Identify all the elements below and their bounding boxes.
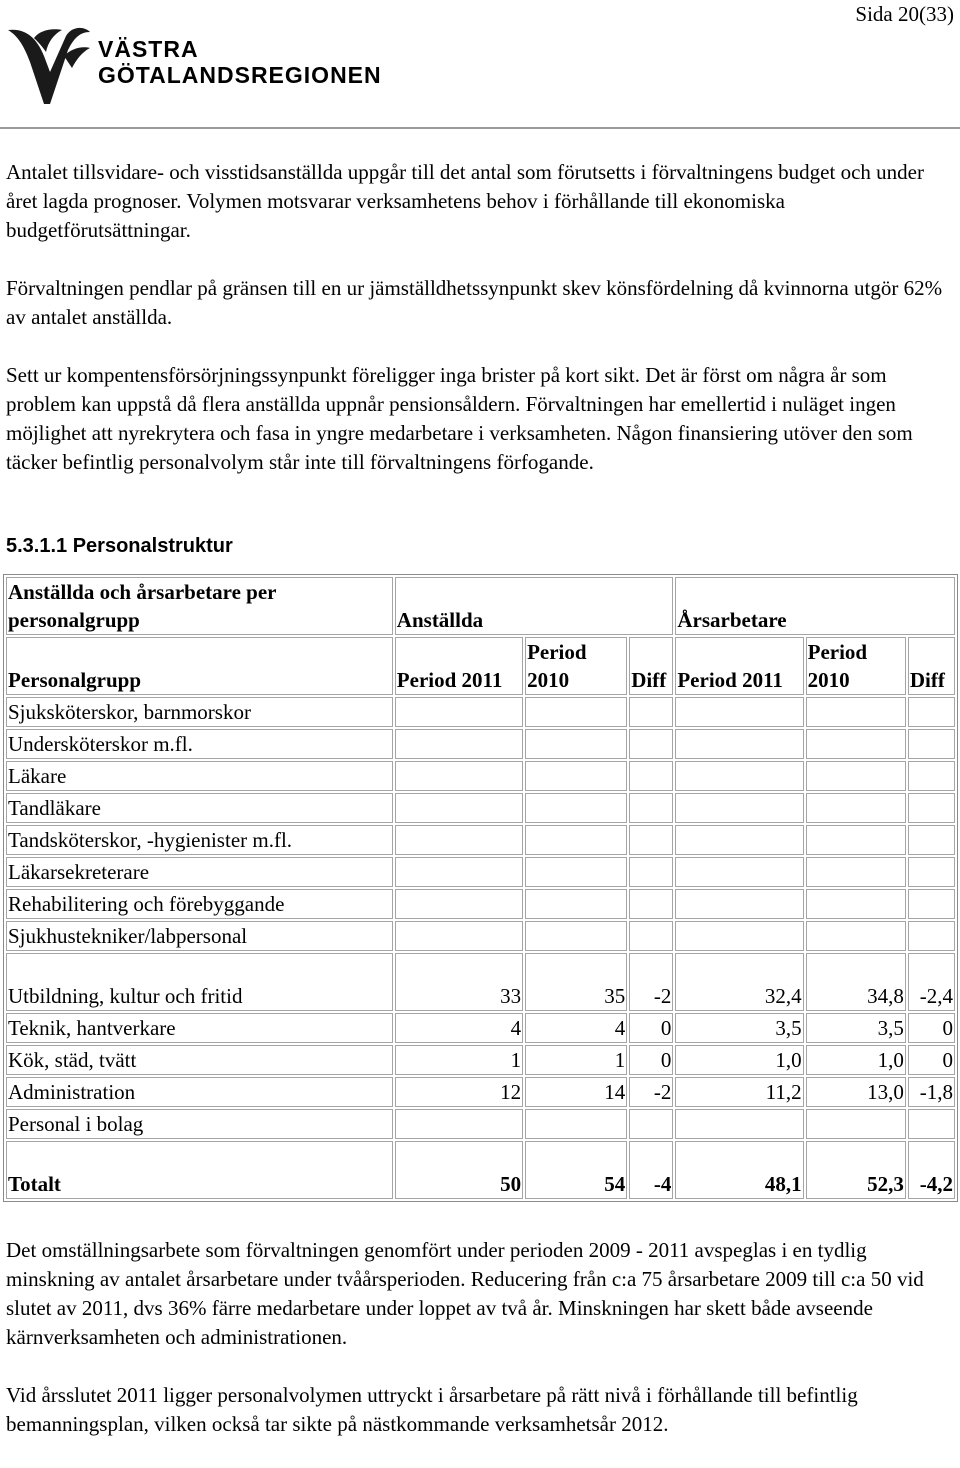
total-label: Totalt [6, 1141, 393, 1199]
cell-anstallda-diff [629, 921, 673, 951]
row-label: Sjuksköterskor, barnmorskor [6, 697, 393, 727]
cell-anstallda-2011 [395, 729, 523, 759]
cell-anstallda-2010: 35 [525, 953, 627, 1011]
cell-anstallda-diff [629, 761, 673, 791]
total-arsarbetare-2010: 52,3 [806, 1141, 906, 1199]
row-label: Kök, städ, tvätt [6, 1045, 393, 1075]
cell-arsarbetare-2010 [806, 697, 906, 727]
cell-arsarbetare-2011 [675, 857, 803, 887]
cell-arsarbetare-2011 [675, 793, 803, 823]
header-divider [0, 127, 960, 129]
cell-anstallda-diff [629, 825, 673, 855]
header-diff-arsarbetare: Diff [908, 637, 955, 695]
cell-anstallda-2010 [525, 825, 627, 855]
table-row [6, 889, 955, 919]
cell-anstallda-2011 [395, 825, 523, 855]
cell-arsarbetare-diff [908, 761, 955, 791]
table-row [6, 953, 955, 1011]
cell-anstallda-2011 [395, 857, 523, 887]
cell-anstallda-2010 [525, 889, 627, 919]
cell-arsarbetare-2010 [806, 729, 906, 759]
total-anstallda-diff: -4 [629, 1141, 673, 1199]
cell-arsarbetare-2011: 3,5 [675, 1013, 803, 1043]
cell-anstallda-diff [629, 729, 673, 759]
cell-anstallda-2011: 1 [395, 1045, 523, 1075]
cell-anstallda-diff: 0 [629, 1045, 673, 1075]
section-title: 5.3.1.1 Personalstruktur [6, 535, 233, 557]
cell-anstallda-diff [629, 857, 673, 887]
row-label: Teknik, hantverkare [6, 1013, 393, 1043]
cell-anstallda-2010: 4 [525, 1013, 627, 1043]
vgr-logo [6, 26, 386, 106]
cell-arsarbetare-2010 [806, 857, 906, 887]
header-period-2010: Period 2010 [525, 637, 627, 695]
cell-anstallda-2011: 33 [395, 953, 523, 1011]
cell-anstallda-2010 [525, 1109, 627, 1139]
cell-arsarbetare-2010 [806, 889, 906, 919]
cell-anstallda-2011: 12 [395, 1077, 523, 1107]
cell-anstallda-diff [629, 889, 673, 919]
cell-anstallda-2010 [525, 857, 627, 887]
cell-anstallda-diff [629, 1109, 673, 1139]
table-row [6, 697, 955, 727]
paragraph: Vid årsslutet 2011 ligger personalvolymen uttryckt i årsarbetare på rätt nivå i förhållande till befintlig bemanningsplan, vilken också tar sikte på nästkommande verksamhetsår 2012. [6, 1383, 858, 1436]
header-group-label: Anställda och årsarbetare per personalgrupp [6, 577, 393, 635]
cell-anstallda-diff [629, 697, 673, 727]
row-label: Utbildning, kultur och fritid [6, 953, 393, 1011]
cell-anstallda-2011 [395, 1109, 523, 1139]
cell-arsarbetare-diff [908, 825, 955, 855]
table-row [6, 857, 955, 887]
table-row [6, 729, 955, 759]
header-anstallda: Anställda [395, 577, 674, 635]
cell-anstallda-2011 [395, 889, 523, 919]
cell-arsarbetare-2010: 13,0 [806, 1077, 906, 1107]
header-period-2011: Period 2011 [395, 637, 523, 695]
total-anstallda-2010: 54 [525, 1141, 627, 1199]
cell-arsarbetare-diff: -2,4 [908, 953, 955, 1011]
table-row [6, 761, 955, 791]
cell-arsarbetare-2010 [806, 793, 906, 823]
cell-anstallda-2011: 4 [395, 1013, 523, 1043]
logo-line-2: GÖTALANDSREGIONEN [98, 62, 382, 88]
cell-arsarbetare-diff [908, 889, 955, 919]
cell-anstallda-diff: -2 [629, 1077, 673, 1107]
header-period-2010-arsarbetare: Period 2010 [806, 637, 906, 695]
total-arsarbetare-diff: -4,2 [908, 1141, 955, 1199]
cell-arsarbetare-diff [908, 697, 955, 727]
row-label: Läkarsekreterare [6, 857, 393, 887]
vgr-logo-mark-icon [6, 26, 92, 106]
cell-arsarbetare-diff [908, 793, 955, 823]
total-arsarbetare-2011: 48,1 [675, 1141, 803, 1199]
cell-arsarbetare-2011 [675, 697, 803, 727]
row-label: Undersköterskor m.fl. [6, 729, 393, 759]
cell-anstallda-2010 [525, 761, 627, 791]
cell-anstallda-2011 [395, 761, 523, 791]
cell-anstallda-diff [629, 793, 673, 823]
cell-arsarbetare-2011 [675, 825, 803, 855]
cell-arsarbetare-diff: -1,8 [908, 1077, 955, 1107]
header-personalgrupp: Personalgrupp [6, 637, 393, 695]
cell-arsarbetare-2011 [675, 729, 803, 759]
table-row [6, 1109, 955, 1139]
cell-anstallda-2010 [525, 729, 627, 759]
cell-anstallda-diff: -2 [629, 953, 673, 1011]
row-label: Sjukhustekniker/labpersonal [6, 921, 393, 951]
cell-anstallda-2011 [395, 921, 523, 951]
cell-arsarbetare-2011: 32,4 [675, 953, 803, 1011]
cell-arsarbetare-2010 [806, 921, 906, 951]
header-diff: Diff [629, 637, 673, 695]
paragraph: Antalet tillsvidare- och visstidsanställda uppgår till det antal som förutsetts i förvaltningens budget och under året lagda prognoser. Volymen motsvarar verksamhetens behov i förhållande till ekonomiska budgetförutsättningar. [6, 160, 924, 242]
row-label: Administration [6, 1077, 393, 1107]
row-label: Tandläkare [6, 793, 393, 823]
table-row [6, 921, 955, 951]
intro-text [6, 158, 954, 506]
cell-arsarbetare-diff [908, 1109, 955, 1139]
cell-arsarbetare-2010 [806, 825, 906, 855]
cell-anstallda-diff: 0 [629, 1013, 673, 1043]
header-period-2011-arsarbetare: Period 2011 [675, 637, 803, 695]
cell-arsarbetare-diff [908, 729, 955, 759]
table-row [6, 825, 955, 855]
total-anstallda-2011: 50 [395, 1141, 523, 1199]
cell-arsarbetare-diff: 0 [908, 1013, 955, 1043]
cell-arsarbetare-2011: 11,2 [675, 1077, 803, 1107]
cell-arsarbetare-2010: 1,0 [806, 1045, 906, 1075]
row-label: Personal i bolag [6, 1109, 393, 1139]
cell-anstallda-2010: 1 [525, 1045, 627, 1075]
table-row [6, 1077, 955, 1107]
cell-arsarbetare-2010: 34,8 [806, 953, 906, 1011]
cell-arsarbetare-2010 [806, 761, 906, 791]
table-row [6, 793, 955, 823]
paragraph: Det omställningsarbete som förvaltningen genomfört under perioden 2009 - 2011 avspeglas i en tydlig minskning av antalet årsarbetare under tvåårsperioden. Reducering från c:a 75 årsarbetare 2009 till c:a 50 vid slutet av 2011, dvs 36% färre medarbetare under loppet av två år. Minskningen har skett både avseende kärnverksamheten och administrationen. [6, 1238, 924, 1349]
cell-arsarbetare-2011 [675, 889, 803, 919]
conclusion-text [6, 1236, 954, 1468]
row-label: Tandsköterskor, -hygienister m.fl. [6, 825, 393, 855]
table-row [6, 1045, 955, 1075]
cell-anstallda-2010 [525, 697, 627, 727]
cell-arsarbetare-2010 [806, 1109, 906, 1139]
table-total-row [6, 1141, 955, 1199]
cell-arsarbetare-diff: 0 [908, 1045, 955, 1075]
header-arsarbetare: Årsarbetare [675, 577, 955, 635]
cell-arsarbetare-diff [908, 857, 955, 887]
paragraph: Förvaltningen pendlar på gränsen till en ur jämställdhetssynpunkt skev könsfördelning då kvinnorna utgör 62% av antalet anställda. [6, 276, 943, 329]
paragraph: Sett ur kompentensförsörjningssynpunkt föreligger inga brister på kort sikt. Det är först om några år som problem kan uppstå då flera anställda uppnår pensionsåldern. Förvaltningen har emellertid i nuläget ingen möjlighet att nyrekrytera och fasa in yngre medarbetare i verksamheten. Någon finansiering utöver den som täcker befintlig personalvolym står inte till förvaltningens förfogande. [6, 363, 913, 474]
cell-anstallda-2010 [525, 793, 627, 823]
cell-anstallda-2011 [395, 793, 523, 823]
table-header-row [6, 577, 955, 635]
page-number: Sida 20(33) [855, 2, 954, 26]
cell-arsarbetare-2011 [675, 761, 803, 791]
table-row [6, 1013, 955, 1043]
cell-arsarbetare-2011 [675, 921, 803, 951]
row-label: Rehabilitering och förebyggande [6, 889, 393, 919]
cell-arsarbetare-2010: 3,5 [806, 1013, 906, 1043]
cell-anstallda-2010: 14 [525, 1077, 627, 1107]
personnel-table [3, 574, 958, 1202]
cell-arsarbetare-2011: 1,0 [675, 1045, 803, 1075]
cell-arsarbetare-2011 [675, 1109, 803, 1139]
logo-line-1: VÄSTRA [98, 36, 199, 62]
cell-arsarbetare-diff [908, 921, 955, 951]
table-subheader-row [6, 637, 955, 695]
cell-anstallda-2010 [525, 921, 627, 951]
row-label: Läkare [6, 761, 393, 791]
cell-anstallda-2011 [395, 697, 523, 727]
